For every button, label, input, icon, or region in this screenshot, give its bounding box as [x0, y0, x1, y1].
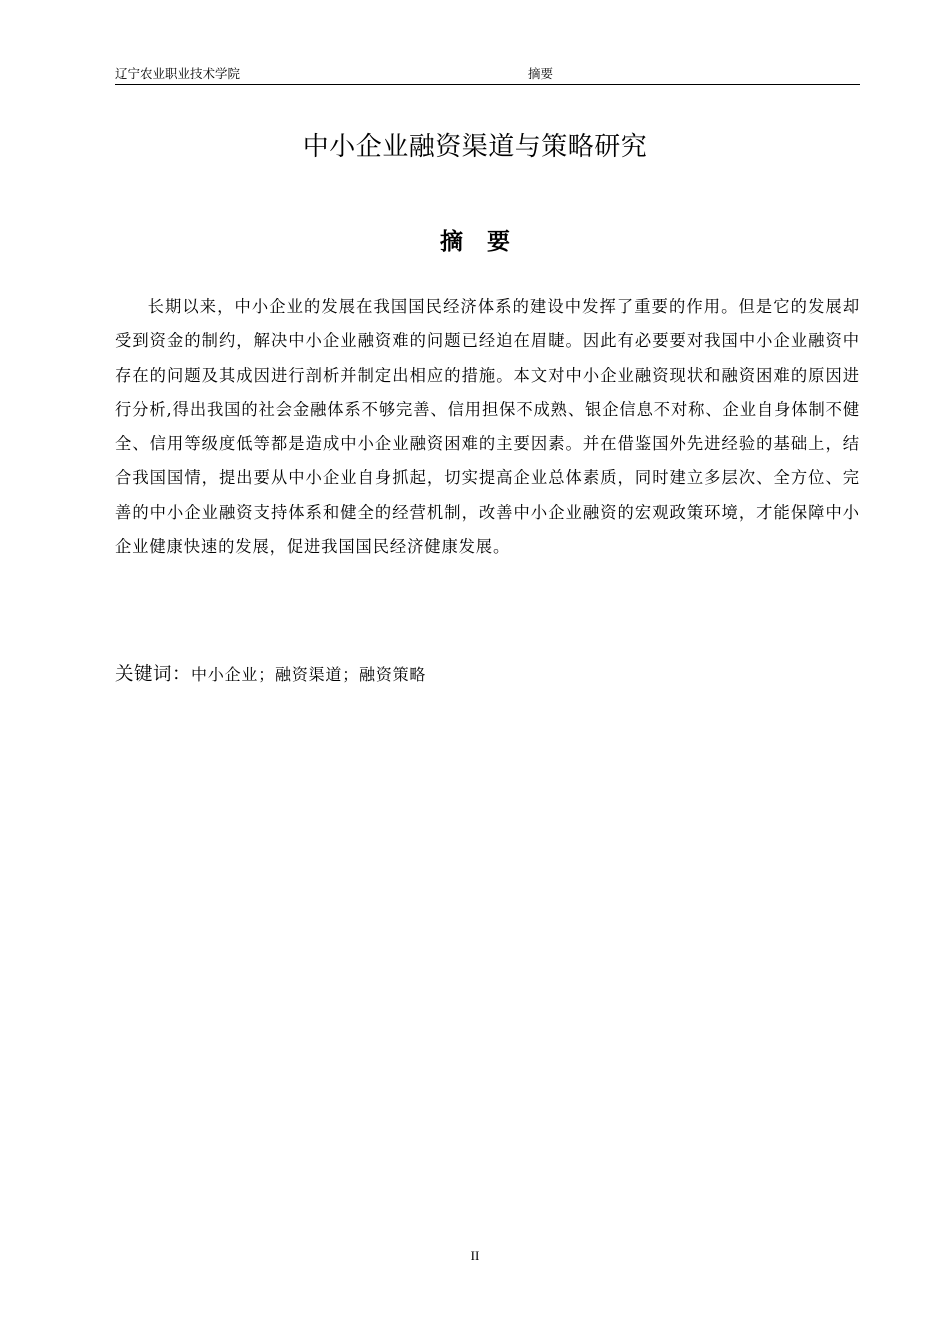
header-institution: 辽宁农业职业技术学院 [115, 66, 241, 81]
keywords-line [115, 661, 860, 689]
page-number: II [470, 1248, 480, 1263]
document-title: 中小企业融资渠道与策略研究 [302, 132, 648, 162]
abstract-heading: 摘 要 [439, 229, 518, 255]
keywords-label: 关键词： [115, 664, 192, 685]
header-section: 摘要 [528, 66, 554, 81]
page-header [115, 66, 860, 85]
keywords-items: 中小企业；融资渠道；融资策略 [191, 665, 427, 684]
abstract-body: 长期以来，中小企业的发展在我国国民经济体系的建设中发挥了重要的作用。但是它的发展却受到资金的制约，解决中小企业融资难的问题已经迫在眉睫。因此有必要要对我国中小企业融资中存在的问题及其成因进行剖析并制定出相应的措施。本文对中小企业融资现状和融资困难的原因进行分析,得出我国的社会金融体系不够完善、信用担保不成熟、银企信息不对称、企业自身体制不健全、信用等级度低等都是造成中小企业融资困难的主要因素。并在借鉴国外先进经验的基础上，结合我国国情，提出要从中小企业自身抓起，切实提高企业总体素质，同时建立多层次、全方位、完善的中小企业融资支持体系和健全的经营机制，改善中小企业融资的宏观政策环境，才能保障中小企业健康快速的发展，促进我国国民经济健康发展。 [115, 297, 860, 557]
